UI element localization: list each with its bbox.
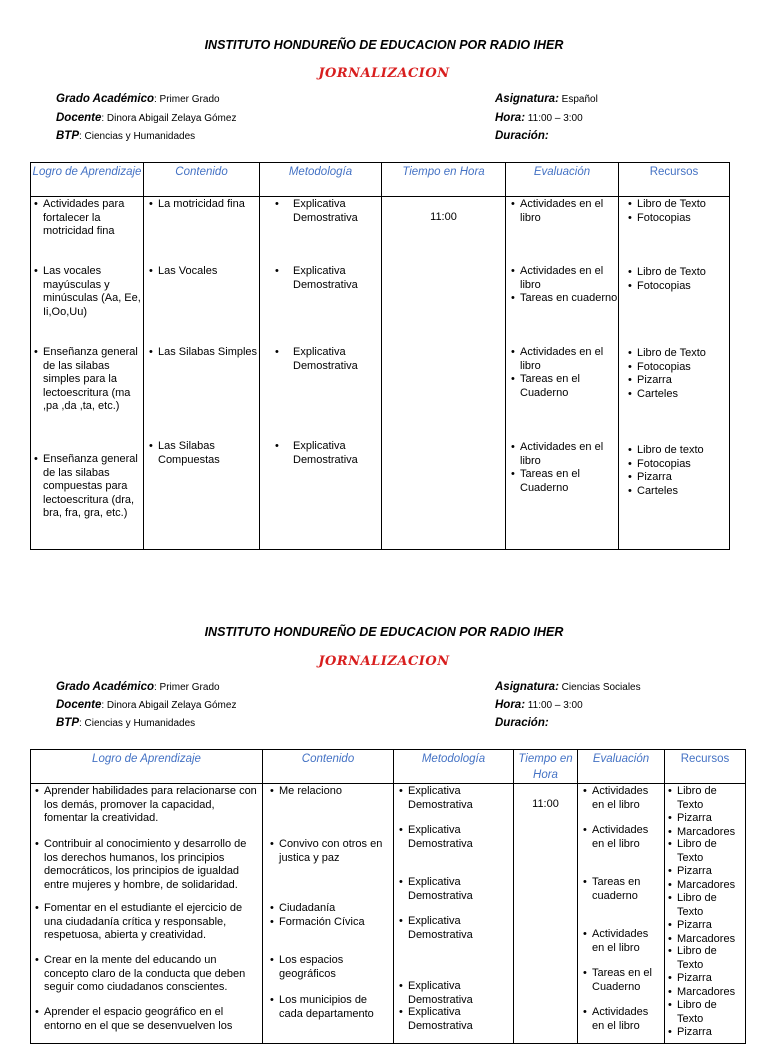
time-line-2 (495, 699, 583, 711)
time-line-1 (495, 112, 583, 124)
list-item: • Pizarra (667, 919, 745, 933)
btp-line-1 (56, 130, 195, 142)
institution-title-2: INSTITUTO HONDUREÑO DE EDUCACION POR RADIO IHER (204, 625, 564, 639)
btp-label: BTP (56, 130, 79, 142)
btp-label: BTP (56, 717, 79, 729)
list-item: • Las vocales mayúsculas y minúsculas (Aa, Ee, Ii,Oo,Uu) (33, 265, 143, 319)
col-header-logro: Logro de Aprendizaje (31, 163, 144, 197)
duration-line-1 (495, 130, 549, 142)
table-body-2 (31, 784, 746, 1044)
list-item: • Fotocopias (627, 280, 729, 294)
col-header-recursos: Recursos (665, 750, 746, 784)
teacher-label: Docente (56, 112, 102, 124)
col-header-metodologia: Metodología (260, 163, 382, 197)
subject-value: Español (558, 94, 598, 105)
contenido-cell (144, 197, 260, 550)
list-item: • Explicativa Demostrativa (274, 440, 341, 467)
list-item: • Tareas en cuaderno (510, 292, 618, 306)
list-item: • Carteles (627, 388, 729, 402)
list-item: • Enseñanza general de las silabas simples para la lectoescritura (ma ,pa ,da ,ta, etc.) (33, 346, 143, 414)
subject-line-2 (495, 681, 641, 693)
list-item: • Actividades en el libro (582, 1006, 662, 1033)
list-item: • Explicativa Demostrativa (398, 980, 483, 1007)
grade-label: Grado Académico (56, 93, 154, 105)
plan-table-1 (30, 162, 730, 550)
list-item: • Explicativa Demostrativa (274, 346, 341, 373)
col-header-contenido: Contenido (144, 163, 260, 197)
tiempo-value: 11:00 (430, 211, 457, 223)
list-item: • Actividades en el libro (510, 265, 618, 292)
list-item: • Explicativa Demostrativa (398, 785, 483, 812)
subject-line-1 (495, 93, 598, 105)
list-item: • Libro de Texto (627, 198, 729, 212)
list-item: • Fomentar en el estudiante el ejercicio de una ciudadanía crítica y responsable, respetuosa, abierta y creatividad. (34, 902, 258, 943)
col-header-contenido: Contenido (263, 750, 394, 784)
time-value: 11:00 – 3:00 (525, 700, 583, 711)
list-item: • Fotocopias (627, 361, 729, 375)
plan-table-2 (30, 749, 746, 1044)
teacher-value: : Dinora Abigail Zelaya Gómez (101, 113, 237, 124)
duration-label: Duración: (495, 130, 549, 142)
list-item: • Libro de Texto (667, 838, 745, 865)
list-item: • Ciudadanía (269, 902, 389, 916)
grade-line-1 (56, 93, 220, 105)
list-item: • Aprender el espacio geográfico en el entorno en el que se desenvuelven los (34, 1006, 258, 1033)
list-item: • Enseñanza general de las silabas compuestas para lectoescritura (dra, bra, fra, gra, etc.) (33, 453, 143, 521)
list-item: • Libro de Texto (627, 347, 729, 361)
teacher-line-2 (56, 699, 236, 711)
list-item: • Marcadores (667, 933, 745, 947)
evaluacion-cell (578, 784, 665, 1044)
list-item: • Las Silabas Simples (148, 346, 259, 360)
list-item: • Las Silabas Compuestas (148, 440, 259, 467)
list-item: • Explicativa Demostrativa (398, 824, 483, 851)
list-item: • Libro de Texto (627, 266, 729, 280)
grade-label: Grado Académico (56, 681, 154, 693)
list-item: • Actividades en el libro (510, 346, 618, 373)
list-item: • Fotocopias (627, 212, 729, 226)
list-item: • Carteles (627, 485, 729, 499)
teacher-value: : Dinora Abigail Zelaya Gómez (101, 700, 237, 711)
list-item: • Tareas en el Cuaderno (582, 967, 662, 994)
list-item: • Marcadores (667, 826, 745, 840)
metodologia-cell (260, 197, 382, 550)
list-item: • Pizarra (627, 374, 729, 388)
list-item: • Libro de texto (627, 444, 729, 458)
heading-jornalizacion-2: JORNALIZACION (318, 654, 450, 669)
duration-line-2 (495, 717, 549, 729)
list-item: • Explicativa Demostrativa (398, 876, 483, 903)
list-item: • Libro de Texto (667, 892, 745, 919)
list-item: • Las Vocales (148, 265, 259, 279)
institution-title-1: INSTITUTO HONDUREÑO DE EDUCACION POR RADIO IHER (204, 38, 564, 52)
col-header-tiempo: Tiempo en Hora (514, 750, 578, 784)
list-item: • Aprender habilidades para relacionarse con los demás, promover la capacidad, fomentar la creatividad. (34, 785, 258, 826)
list-item: • Pizarra (667, 1026, 745, 1040)
list-item: • Pizarra (667, 972, 745, 986)
btp-line-2 (56, 717, 195, 729)
list-item: • Libro de Texto (667, 785, 745, 812)
time-value: 11:00 – 3:00 (525, 113, 583, 124)
btp-value: : Ciencias y Humanidades (79, 131, 196, 142)
list-item: • Explicativa Demostrativa (274, 198, 341, 225)
list-item: • Actividades para fortalecer la motricidad fina (33, 198, 143, 239)
subject-value: Ciencias Sociales (558, 682, 641, 693)
list-item: • Explicativa Demostrativa (274, 265, 341, 292)
col-header-recursos: Recursos (619, 163, 730, 197)
col-header-metodologia: Metodología (394, 750, 514, 784)
col-header-logro: Logro de Aprendizaje (31, 750, 263, 784)
time-label: Hora: (495, 699, 526, 711)
grade-value: : Primer Grado (154, 94, 220, 105)
duration-label: Duración: (495, 717, 549, 729)
tiempo-cell (514, 784, 578, 1044)
list-item: • Tareas en el Cuaderno (510, 373, 618, 400)
list-item: • La motricidad fina (148, 198, 259, 212)
logro-cell (31, 197, 144, 550)
list-item: • Actividades en el libro (510, 198, 618, 225)
teacher-line-1 (56, 112, 236, 124)
logro-cell (31, 784, 263, 1044)
list-item: • Formación Cívica (269, 916, 389, 930)
metodologia-cell (394, 784, 514, 1044)
list-item: • Crear en la mente del educando un concepto claro de la conducta que deben seguir como ciudadanos conscientes. (34, 954, 258, 995)
tiempo-value: 11:00 (532, 798, 559, 810)
list-item: • Pizarra (667, 865, 745, 879)
list-item: • Tareas en el Cuaderno (510, 468, 618, 495)
grade-value: : Primer Grado (154, 682, 220, 693)
btp-value: : Ciencias y Humanidades (79, 718, 196, 729)
list-item: • Marcadores (667, 986, 745, 1000)
list-item: • Pizarra (667, 812, 745, 826)
list-item: • Contribuir al conocimiento y desarrollo de los derechos humanos, los principios democráticos, los principios de igualdad entre mujeres y hombre, de solidaridad. (34, 838, 258, 892)
recursos-cell (665, 784, 746, 1044)
tiempo-cell (382, 197, 506, 550)
recursos-cell (619, 197, 730, 550)
contenido-cell (263, 784, 394, 1044)
heading-jornalizacion-1: JORNALIZACION (318, 66, 450, 81)
list-item: • Actividades en el libro (510, 441, 618, 468)
teacher-label: Docente (56, 699, 102, 711)
col-header-evaluacion: Evaluación (578, 750, 665, 784)
list-item: • Libro de Texto (667, 945, 745, 972)
list-item: • Los espacios geográficos (269, 954, 379, 981)
time-label: Hora: (495, 112, 526, 124)
list-item: • Me relaciono (269, 785, 389, 799)
grade-line-2 (56, 681, 220, 693)
list-item: • Actividades en el libro (582, 785, 662, 812)
list-item: • Pizarra (627, 471, 729, 485)
evaluacion-cell (506, 197, 619, 550)
table-body-1 (31, 197, 730, 550)
list-item: • Marcadores (667, 879, 745, 893)
col-header-evaluacion: Evaluación (506, 163, 619, 197)
list-item: • Convivo con otros en justica y paz (269, 838, 389, 865)
list-item: • Tareas en cuaderno (582, 876, 662, 903)
list-item: • Actividades en el libro (582, 928, 662, 955)
list-item: • Explicativa Demostrativa (398, 915, 483, 942)
subject-label: Asignatura: (495, 681, 559, 693)
list-item: • Libro de Texto (667, 999, 745, 1026)
list-item: • Los municipios de cada departamento (269, 994, 379, 1021)
list-item: • Fotocopias (627, 458, 729, 472)
col-header-tiempo: Tiempo en Hora (382, 163, 506, 197)
subject-label: Asignatura: (495, 93, 559, 105)
list-item: • Actividades en el libro (582, 824, 662, 851)
list-item: • Explicativa Demostrativa (398, 1006, 483, 1033)
